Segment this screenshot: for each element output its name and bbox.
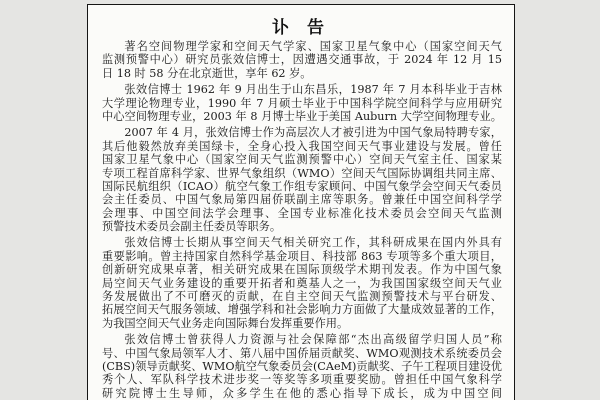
notice-line: 号、中国气象局领军人才、第八届中国侨届贡献奖、WMO观测技术系统委员会 bbox=[102, 346, 502, 360]
notice-body bbox=[102, 40, 502, 400]
notice-paragraph bbox=[102, 126, 502, 233]
notice-line: (CBS)领导贡献奖、WMO航空气象委员会(CAeM)贡献奖、子午工程项目建设优 bbox=[102, 359, 502, 373]
notice-line: 著名空间物理学家和空间天气学家、国家卫星气象中心（国家空间天气 bbox=[124, 40, 502, 53]
notice-frame bbox=[87, 4, 515, 400]
notice-line: 专项工程首席科学家、世界气象组织（WMO）空间天气国际协调组共同主席、 bbox=[102, 166, 502, 180]
notice-line: 预警技术委员会副主任委员等职务。 bbox=[102, 220, 282, 234]
notice-paragraph bbox=[102, 236, 502, 330]
notice-line: 其后他毅然放弃美国绿卡，全身心投入我国空间天气事业建设与发展。曾任 bbox=[102, 139, 502, 153]
notice-line: 拓展空间天气服务领域、增强学科和社会影响力方面做了大量成效显著的工作， bbox=[102, 303, 502, 317]
notice-line: 大学理论物理专业，1990 年 7 月硕士毕业于中国科学院空间科学与应用研究 bbox=[102, 96, 502, 110]
notice-line: 务发展做出了不可磨灭的贡献，在自主空间天气监测预警技术与平台研发、 bbox=[102, 290, 502, 304]
notice-paragraph bbox=[102, 83, 502, 123]
notice-line: 为我国空间天气业务走向国际舞台发挥重要作用。 bbox=[102, 316, 349, 330]
notice-line: 创新研究成果卓著，相关研究成果在国际顶级学术期刊发表。作为中国气象 bbox=[102, 263, 502, 277]
notice-line: 秀个人、军队科学技术进步奖一等奖等多项重要奖励。曾担任中国气象科学 bbox=[102, 373, 502, 387]
notice-line: 中心空间物理专业，2003 年 8 月博士毕业于美国 Auburn 大学空间物理专业。 bbox=[102, 109, 502, 123]
notice-paragraph bbox=[102, 40, 502, 80]
notice-line: 张效信博士 1962 年 9 月出生于山东昌乐，1987 年 7 月本科毕业于吉林 bbox=[124, 83, 502, 97]
notice-line: 日 18 时 58 分在北京逝世，享年 62 岁。 bbox=[102, 66, 312, 80]
notice-line: 张效信博士长期从事空间天气相关研究工作，其科研成果在国内外具有 bbox=[124, 236, 502, 250]
notice-line: 张效信博士曾获得人力资源与社会保障部“杰出高级留学归国人员”称 bbox=[124, 333, 502, 347]
notice-line: 会主任委员、中国气象局第四届侨联副主席等职务。曾兼任中国空间科学学 bbox=[102, 193, 502, 207]
notice-line: 重要影响。曾主持国家自然科学基金项目、科技部 863 专项等多个重大项目， bbox=[102, 249, 502, 263]
notice-paragraph bbox=[102, 333, 502, 400]
notice-line: 会理事、中国空间法学会理事、全国专业标准化技术委员会空间天气监测 bbox=[102, 206, 502, 220]
notice-title: 讣 告 bbox=[272, 18, 330, 38]
notice-line: 国家卫星气象中心（国家空间天气监测预警中心）空间天气室主任、国家某 bbox=[102, 153, 502, 167]
notice-line: 监测预警中心）研究员张效信博士，因遭遇交通事故，于 2024 年 12 月 15 bbox=[102, 53, 502, 67]
notice-line: 局空间天气业务建设的重要开拓者和奠基人之一，为我国国家级空间天气业 bbox=[102, 276, 502, 290]
notice-line: 国际民航组织（ICAO）航空气象工作组专家顾问、中国气象学会空间天气委员 bbox=[102, 179, 502, 193]
notice-line: 研究院博士生导师，众多学生在他的悉心指导下成长，成为中国空间 bbox=[102, 386, 502, 400]
notice-line: 2007 年 4 月，张效信博士作为高层次人才被引进为中国气象局特聘专家， bbox=[124, 126, 502, 140]
